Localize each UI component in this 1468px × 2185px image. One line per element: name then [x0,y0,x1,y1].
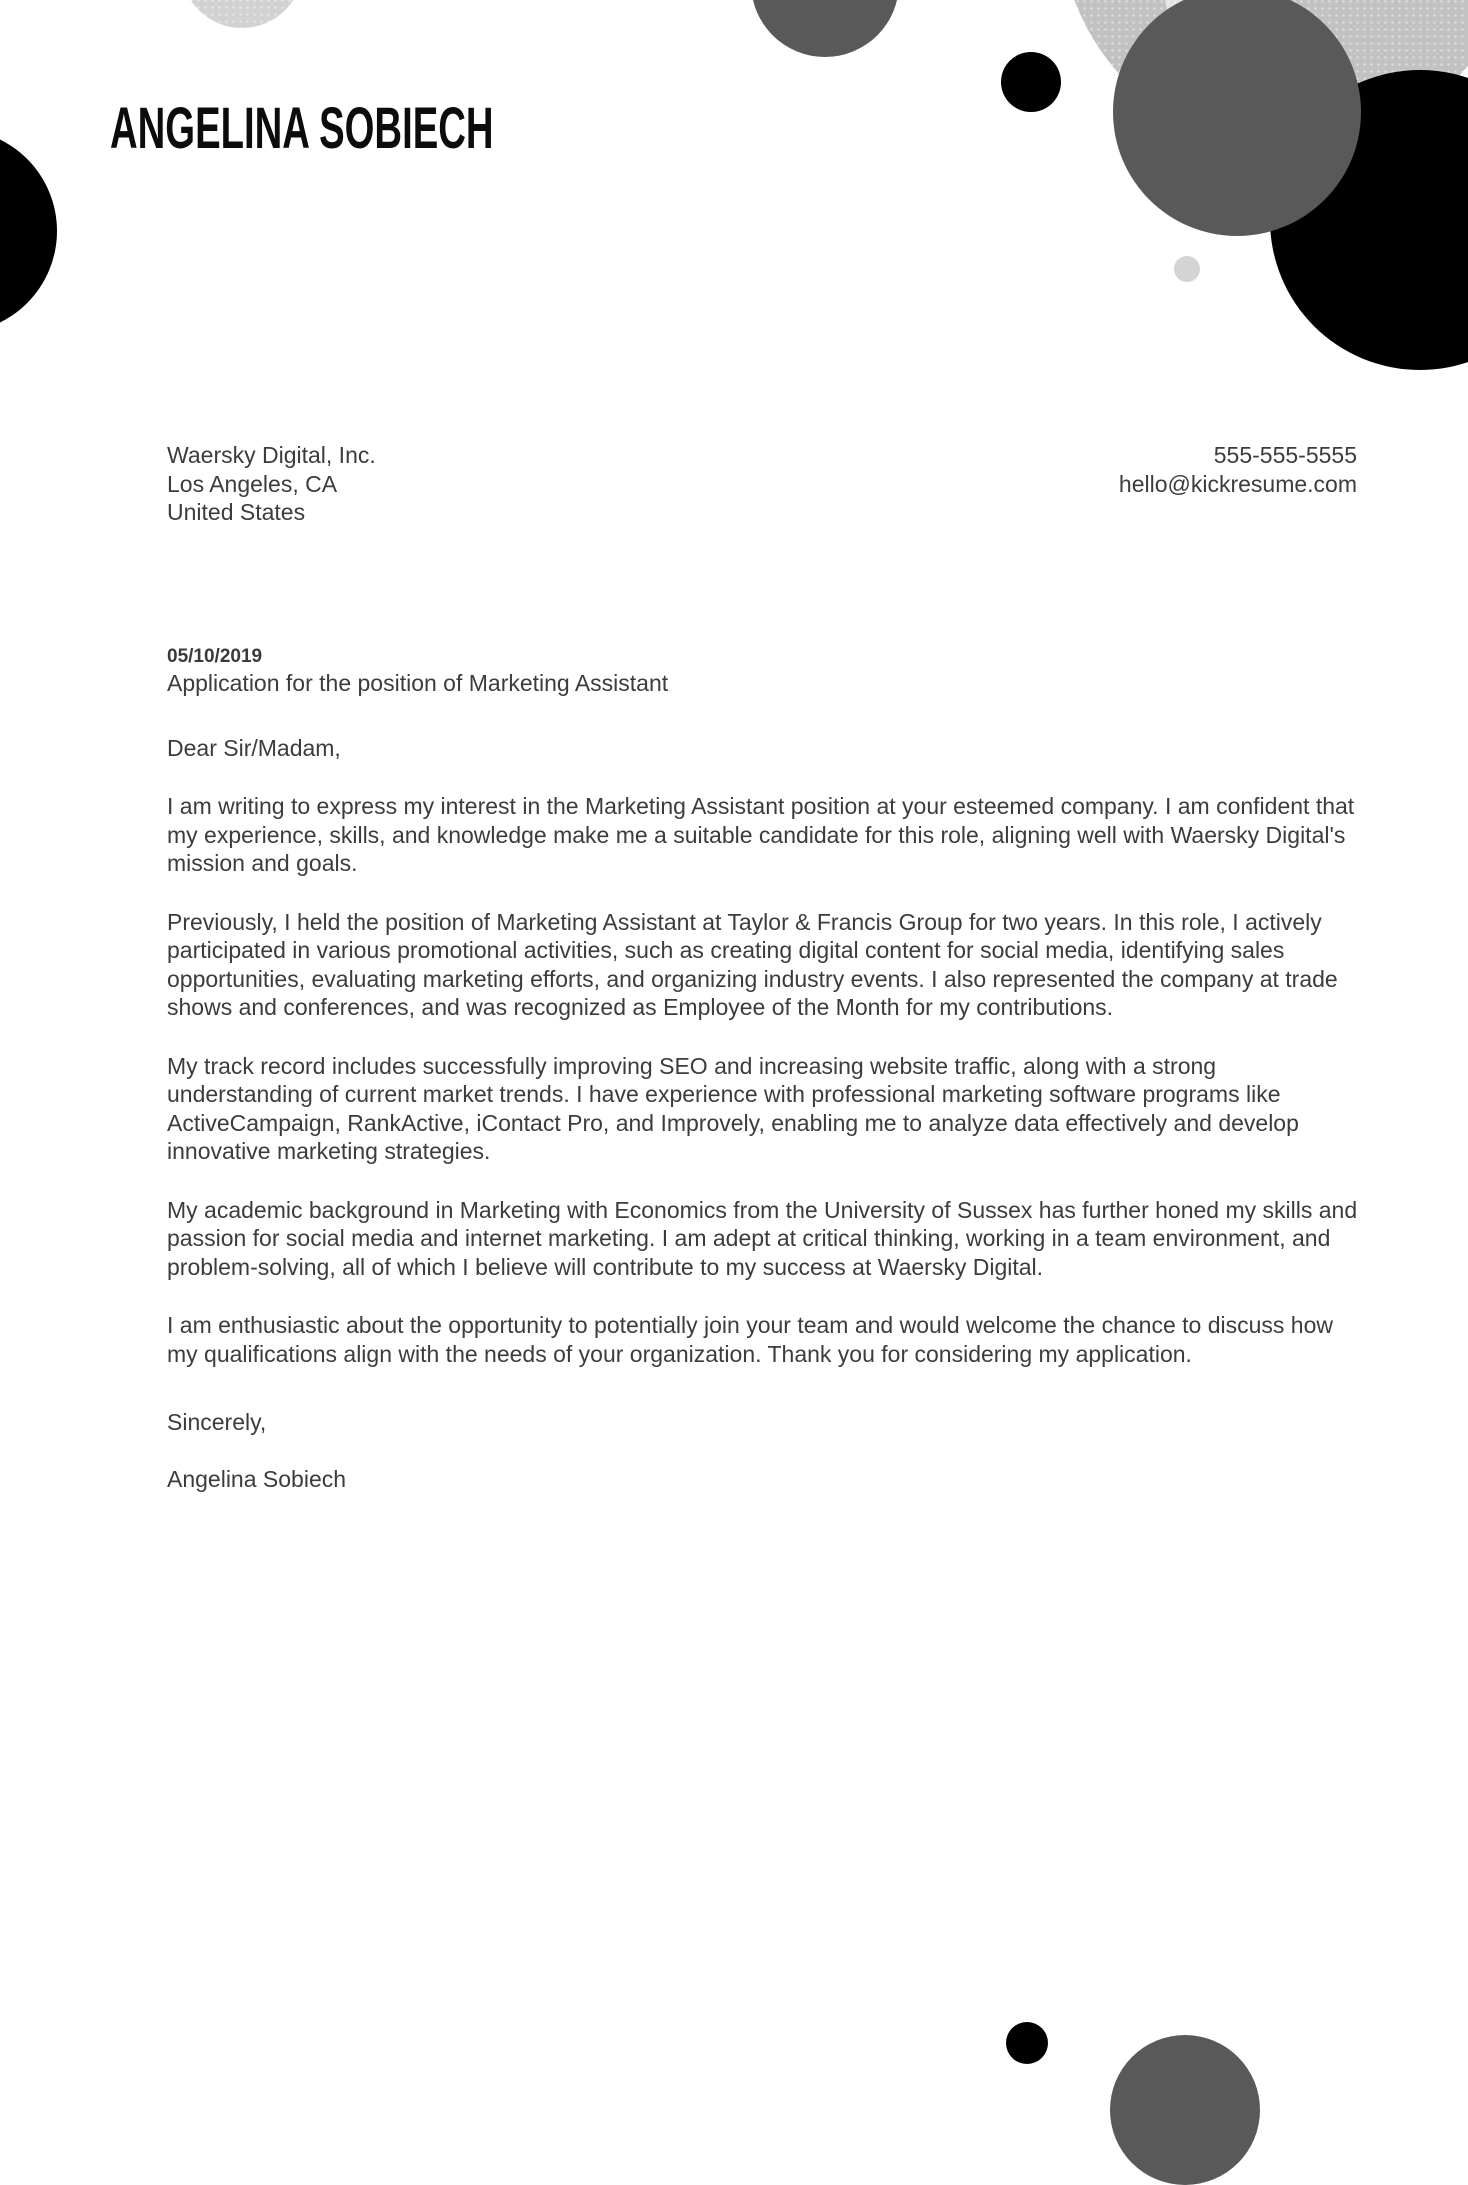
letter-paragraph-3: My track record includes successfully improving SEO and increasing website traffic, along with a strong understanding of current market trends. I have experience with professional marketing software programs like ActiveCampaign, RankActive, iContact Pro, and Improvely, enabling me to analyze data effectively and develop innovative marketing strategies. [167,1052,1299,1164]
letter-date: 05/10/2019 [167,646,263,667]
contact-phone: 555-555-5555 [1213,442,1357,468]
recipient-address-block [167,441,376,527]
letter-body [167,645,1367,1494]
letter-signature: Angelina Sobiech [167,1466,347,1492]
recipient-company: Waersky Digital, Inc. [167,442,376,468]
decor-circle-top-left-light [181,0,303,28]
decor-circle-bottom-right-dark [1110,2035,1260,2185]
letter-paragraph-5: I am enthusiastic about the opportunity to potentially join your team and would welcome the chance to discuss how my qualifications align with the needs of your organization. Thank you for considering my application. [167,1312,1334,1367]
letter-paragraph-1: I am writing to express my interest in the Marketing Assistant position at your esteemed company. I am confident that my experience, skills, and knowledge make me a suitable candidate for this role, aligning well with Waersky Digital's mission and goals. [167,793,1355,876]
letter-greeting: Dear Sir/Madam, [167,734,341,761]
decor-circle-top-center-dark [751,0,899,57]
recipient-city: Los Angeles, CA [167,470,338,497]
decor-circle-tiny-gray-dot [1174,256,1200,282]
contact-email: hello@kickresume.com [1118,470,1357,497]
page-title-name: ANGELINA SOBIECH [110,96,494,161]
letter-paragraph-4: My academic background in Marketing with Economics from the University of Sussex has further honed my skills and passion for social media and internet marketing. I am adept at critical thinking, working in a team environment, and problem-solving, all of which I believe will contribute to my success at Waersky Digital. [167,1196,1358,1280]
letter-paragraph-2: Previously, I held the position of Marketing Assistant at Taylor & Francis Group for two years. In this role, I actively participated in various promotional activities, such as creating digital content for social media, identifying sales opportunities, evaluating marketing efforts, and organizing industry events. I also represented the company at trade shows and conferences, and was recognized as Employee of the Month for my contributions. [167,908,1338,1020]
decor-circle-top-small-black [1001,52,1061,112]
letter-subject: Application for the position of Marketing Assistant [167,670,669,696]
letter-closing: Sincerely, [167,1409,267,1435]
decor-circle-left-black [0,129,57,333]
sender-contact-block [1119,441,1357,498]
decor-circle-bottom-black-dot [1006,2022,1048,2064]
recipient-country: United States [167,499,306,525]
